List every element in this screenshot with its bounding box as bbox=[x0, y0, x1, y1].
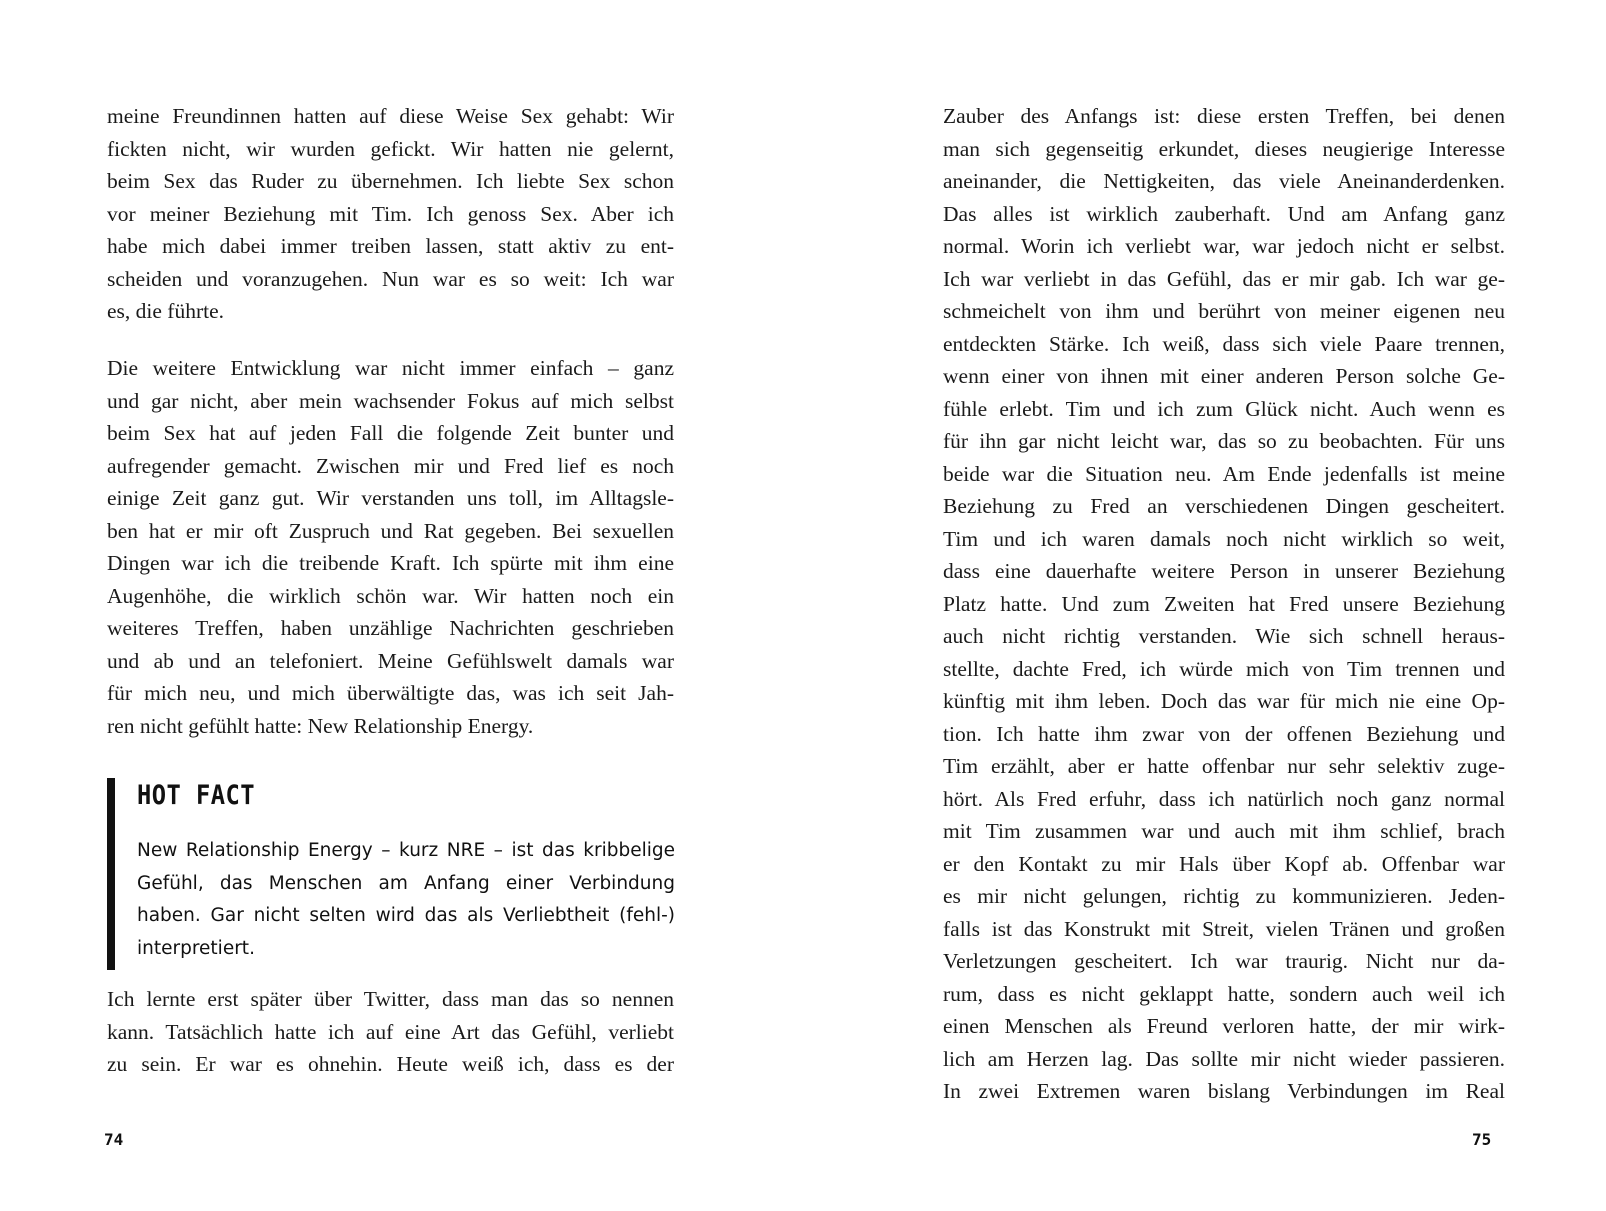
text-line: New Relationship Energy – kurz NRE – ist das kribbelige bbox=[137, 840, 675, 861]
text-line: es, die führte. bbox=[107, 299, 225, 323]
hot-fact-text bbox=[137, 835, 675, 965]
text-line: Die weitere Entwicklung war nicht immer einfach – ganz bbox=[107, 356, 674, 380]
text-line: normal. Worin ich verliebt war, war jedoch nicht er selbst. bbox=[943, 234, 1505, 258]
text-line: interpretiert. bbox=[137, 937, 255, 959]
text-line: rum, dass es nicht geklappt hatte, sondern auch weil ich bbox=[943, 981, 1505, 1006]
text-line: ben hat er mir oft Zuspruch und Rat gegeben. Bei sexuellen bbox=[107, 518, 674, 543]
page-number-left: 74 bbox=[104, 1130, 124, 1149]
text-line: In zwei Extremen waren bislang Verbindungen im Real bbox=[943, 1079, 1505, 1103]
text-line: Tim erzählt, aber er hatte offenbar nur sehr selektiv zuge- bbox=[943, 754, 1505, 778]
text-line: tion. Ich hatte ihm zwar von der offenen Beziehung und bbox=[943, 721, 1505, 746]
text-line: schmeichelt von ihm und berührt von meiner eigenen neu bbox=[943, 299, 1505, 323]
text-line: er den Kontakt zu mir Hals über Kopf ab. Offenbar war bbox=[943, 851, 1505, 876]
text-line: Ich lernte erst später über Twitter, dass man das so nennen bbox=[107, 987, 674, 1011]
text-line: und gar nicht, aber mein wachsender Fokus auf mich selbst bbox=[107, 388, 674, 413]
text-line: und ab und an telefoniert. Meine Gefühlswelt damals war bbox=[107, 648, 674, 673]
text-line: aufregender gemacht. Zwischen mir und Fred lief es noch bbox=[107, 453, 674, 478]
right-page bbox=[803, 0, 1606, 1211]
text-line: scheiden und voranzugehen. Nun war es so weit: Ich war bbox=[107, 266, 674, 291]
text-line: fickten nicht, wir wurden gefickt. Wir hatten nie gelernt, bbox=[107, 136, 674, 161]
text-line: einen Menschen als Freund verloren hatte, der mir wirk- bbox=[943, 1014, 1505, 1038]
left-paragraph-1 bbox=[107, 100, 674, 328]
text-line: entdeckten Stärke. Ich weiß, dass sich viele Paare trennen, bbox=[943, 331, 1505, 356]
text-line: lich am Herzen lag. Das sollte mir nicht wieder passieren. bbox=[943, 1046, 1505, 1071]
text-line: aneinander, die Nettigkeiten, das viele Aneinanderdenken. bbox=[943, 169, 1505, 193]
text-line: Beziehung zu Fred an verschiedenen Dingen gescheitert. bbox=[943, 494, 1505, 518]
page-number-right: 75 bbox=[1472, 1130, 1492, 1149]
left-paragraph-2 bbox=[107, 352, 674, 742]
text-line: haben. Gar nicht selten wird das als Verliebtheit (fehl-) bbox=[137, 905, 675, 926]
text-line: Platz hatte. Und zum Zweiten hat Fred unsere Beziehung bbox=[943, 591, 1505, 616]
text-line: weiteres Treffen, haben unzählige Nachrichten geschrieben bbox=[107, 616, 674, 640]
text-line: falls ist das Konstrukt mit Streit, vielen Tränen und großen bbox=[943, 916, 1505, 941]
text-line: hört. Als Fred erfuhr, dass ich natürlich noch ganz normal bbox=[943, 786, 1505, 811]
hot-fact-title: HOT FACT bbox=[137, 780, 255, 811]
text-line: wenn einer von ihnen mit einer anderen Person solche Ge- bbox=[943, 364, 1505, 388]
text-line: beim Sex das Ruder zu übernehmen. Ich liebte Sex schon bbox=[107, 169, 674, 193]
left-paragraph-3 bbox=[107, 983, 674, 1081]
right-paragraph-1 bbox=[943, 100, 1505, 1108]
text-line: habe mich dabei immer treiben lassen, statt aktiv zu ent- bbox=[107, 234, 674, 258]
text-line: dass eine dauerhafte weitere Person in unserer Beziehung bbox=[943, 559, 1505, 583]
text-line: es mir nicht gelungen, richtig zu kommunizieren. Jeden- bbox=[943, 884, 1505, 908]
text-line: kann. Tatsächlich hatte ich auf eine Art das Gefühl, verliebt bbox=[107, 1019, 674, 1044]
text-line: Gefühl, das Menschen am Anfang einer Verbindung bbox=[137, 872, 675, 894]
text-line: künftig mit ihm leben. Doch das war für mich nie eine Op- bbox=[943, 689, 1505, 713]
text-line: Dingen war ich die treibende Kraft. Ich spürte mit ihm eine bbox=[107, 551, 674, 575]
text-line: vor meiner Beziehung mit Tim. Ich genoss Sex. Aber ich bbox=[107, 201, 674, 226]
text-line: Ich war verliebt in das Gefühl, das er mir gab. Ich war ge- bbox=[943, 266, 1505, 291]
text-line: stellte, dachte Fred, ich würde mich von Tim trennen und bbox=[943, 656, 1505, 681]
text-line: fühle erlebt. Tim und ich zum Glück nicht. Auch wenn es bbox=[943, 396, 1505, 421]
text-line: Verletzungen gescheitert. Ich war traurig. Nicht nur da- bbox=[943, 949, 1505, 973]
text-line: auch nicht richtig verstanden. Wie sich schnell heraus- bbox=[943, 624, 1505, 648]
hot-fact-box bbox=[107, 778, 687, 970]
text-line: Tim und ich waren damals noch nicht wirklich so weit, bbox=[943, 526, 1505, 551]
text-line: beide war die Situation neu. Am Ende jedenfalls ist meine bbox=[943, 461, 1505, 486]
text-line: meine Freundinnen hatten auf diese Weise Sex gehabt: Wir bbox=[107, 104, 674, 128]
text-line: einige Zeit ganz gut. Wir verstanden uns toll, im Alltagsle- bbox=[107, 486, 674, 510]
text-line: für mich neu, und mich überwältigte das, was ich seit Jah- bbox=[107, 681, 674, 705]
text-line: mit Tim zusammen war und auch mit ihm schlief, brach bbox=[943, 819, 1505, 843]
text-line: zu sein. Er war es ohnehin. Heute weiß ich, dass es der bbox=[107, 1052, 674, 1076]
text-line: Augenhöhe, die wirklich schön war. Wir hatten noch ein bbox=[107, 583, 674, 608]
text-line: beim Sex hat auf jeden Fall die folgende Zeit bunter und bbox=[107, 421, 674, 445]
text-line: Zauber des Anfangs ist: diese ersten Treffen, bei denen bbox=[943, 104, 1505, 128]
text-line: für ihn gar nicht leicht war, das so zu beobachten. Für uns bbox=[943, 429, 1505, 453]
text-line: man sich gegenseitig erkundet, dieses neugierige Interesse bbox=[943, 136, 1505, 161]
hot-fact-bar bbox=[107, 778, 115, 970]
text-line: Das alles ist wirklich zauberhaft. Und am Anfang ganz bbox=[943, 201, 1505, 226]
text-line: ren nicht gefühlt hatte: New Relationship Energy. bbox=[107, 713, 534, 738]
